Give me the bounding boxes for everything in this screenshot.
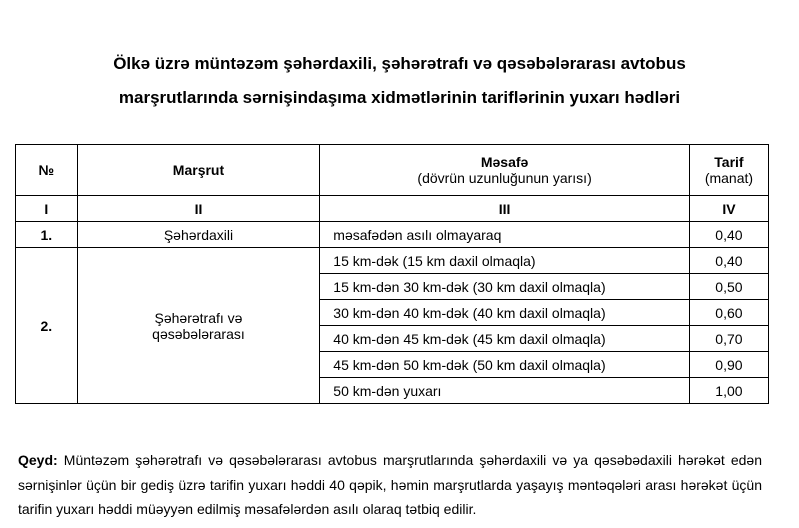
tariff-table xyxy=(15,144,769,404)
row2-distance-5: 45 km-dən 50 km-dək (50 km daxil olmaqla) xyxy=(320,352,690,378)
roman-row xyxy=(16,196,769,222)
row2-distance-1: 15 km-dək (15 km daxil olmaqla) xyxy=(320,248,690,274)
header-distance xyxy=(320,145,690,196)
row2-tariff-3: 0,60 xyxy=(689,300,768,326)
row2-tariff-2: 0,50 xyxy=(689,274,768,300)
row1-distance: məsafədən asılı olmayaraq xyxy=(320,222,690,248)
header-tariff-sub: (manat) xyxy=(704,170,754,186)
roman-4: IV xyxy=(689,196,768,222)
row2-route-line1: Şəhərətrafı və xyxy=(154,309,243,326)
header-route: Marşrut xyxy=(77,145,320,196)
header-tariff xyxy=(689,145,768,196)
row1-tariff: 0,40 xyxy=(689,222,768,248)
header-distance-label: Məsafə xyxy=(480,154,529,170)
row2-distance-4: 40 km-dən 45 km-dək (45 km daxil olmaqla) xyxy=(320,326,690,352)
table-row xyxy=(16,248,769,274)
row2-distance-2: 15 km-dən 30 km-dək (30 km daxil olmaqla) xyxy=(320,274,690,300)
row2-distance-6: 50 km-dən yuxarı xyxy=(320,378,690,404)
row2-tariff-1: 0,40 xyxy=(689,248,768,274)
roman-3: III xyxy=(320,196,690,222)
note-label: Qeyd: xyxy=(18,452,58,468)
row2-route xyxy=(77,248,320,404)
row2-distance-3: 30 km-dən 40 km-dək (40 km daxil olmaqla) xyxy=(320,300,690,326)
row2-tariff-4: 0,70 xyxy=(689,326,768,352)
title-line-1: Ölkə üzrə müntəzəm şəhərdaxili, şəhərətrafı və qəsəbələrarası avtobus xyxy=(113,54,686,73)
title-line-2: marşrutlarında sərnişindaşıma xidmətlərinin tariflərinin yuxarı hədləri xyxy=(118,88,681,107)
header-tariff-label: Tarif xyxy=(714,154,744,170)
row2-tariff-6: 1,00 xyxy=(689,378,768,404)
row2-route-line2: qəsəbələrarası xyxy=(152,325,245,342)
roman-2: II xyxy=(77,196,320,222)
header-row xyxy=(16,145,769,196)
header-distance-sub: (dövrün uzunluğunun yarısı) xyxy=(417,170,592,186)
roman-1: I xyxy=(16,196,78,222)
table-row xyxy=(16,222,769,248)
row1-route: Şəhərdaxili xyxy=(77,222,320,248)
note-text: Müntəzəm şəhərətrafı və qəsəbələrarası avtobus marşrutlarında şəhərdaxili və ya qəsəbədaxili hərəkət edən sərnişinlər üçün bir gediş üzrə tarifin yuxarı həddi 40 qəpik, həmin marşrutlarda yaşayış məntəqələri arası hərəkət üçün tarifin yuxarı həddi müəyyən edilmiş məsafələrdən asılı olaraq tətbiq edilir. xyxy=(18,452,762,517)
row2-tariff-5: 0,90 xyxy=(689,352,768,378)
row2-no: 2. xyxy=(16,248,78,404)
header-no: № xyxy=(16,145,78,196)
row1-no: 1. xyxy=(16,222,78,248)
note-paragraph xyxy=(18,448,762,522)
